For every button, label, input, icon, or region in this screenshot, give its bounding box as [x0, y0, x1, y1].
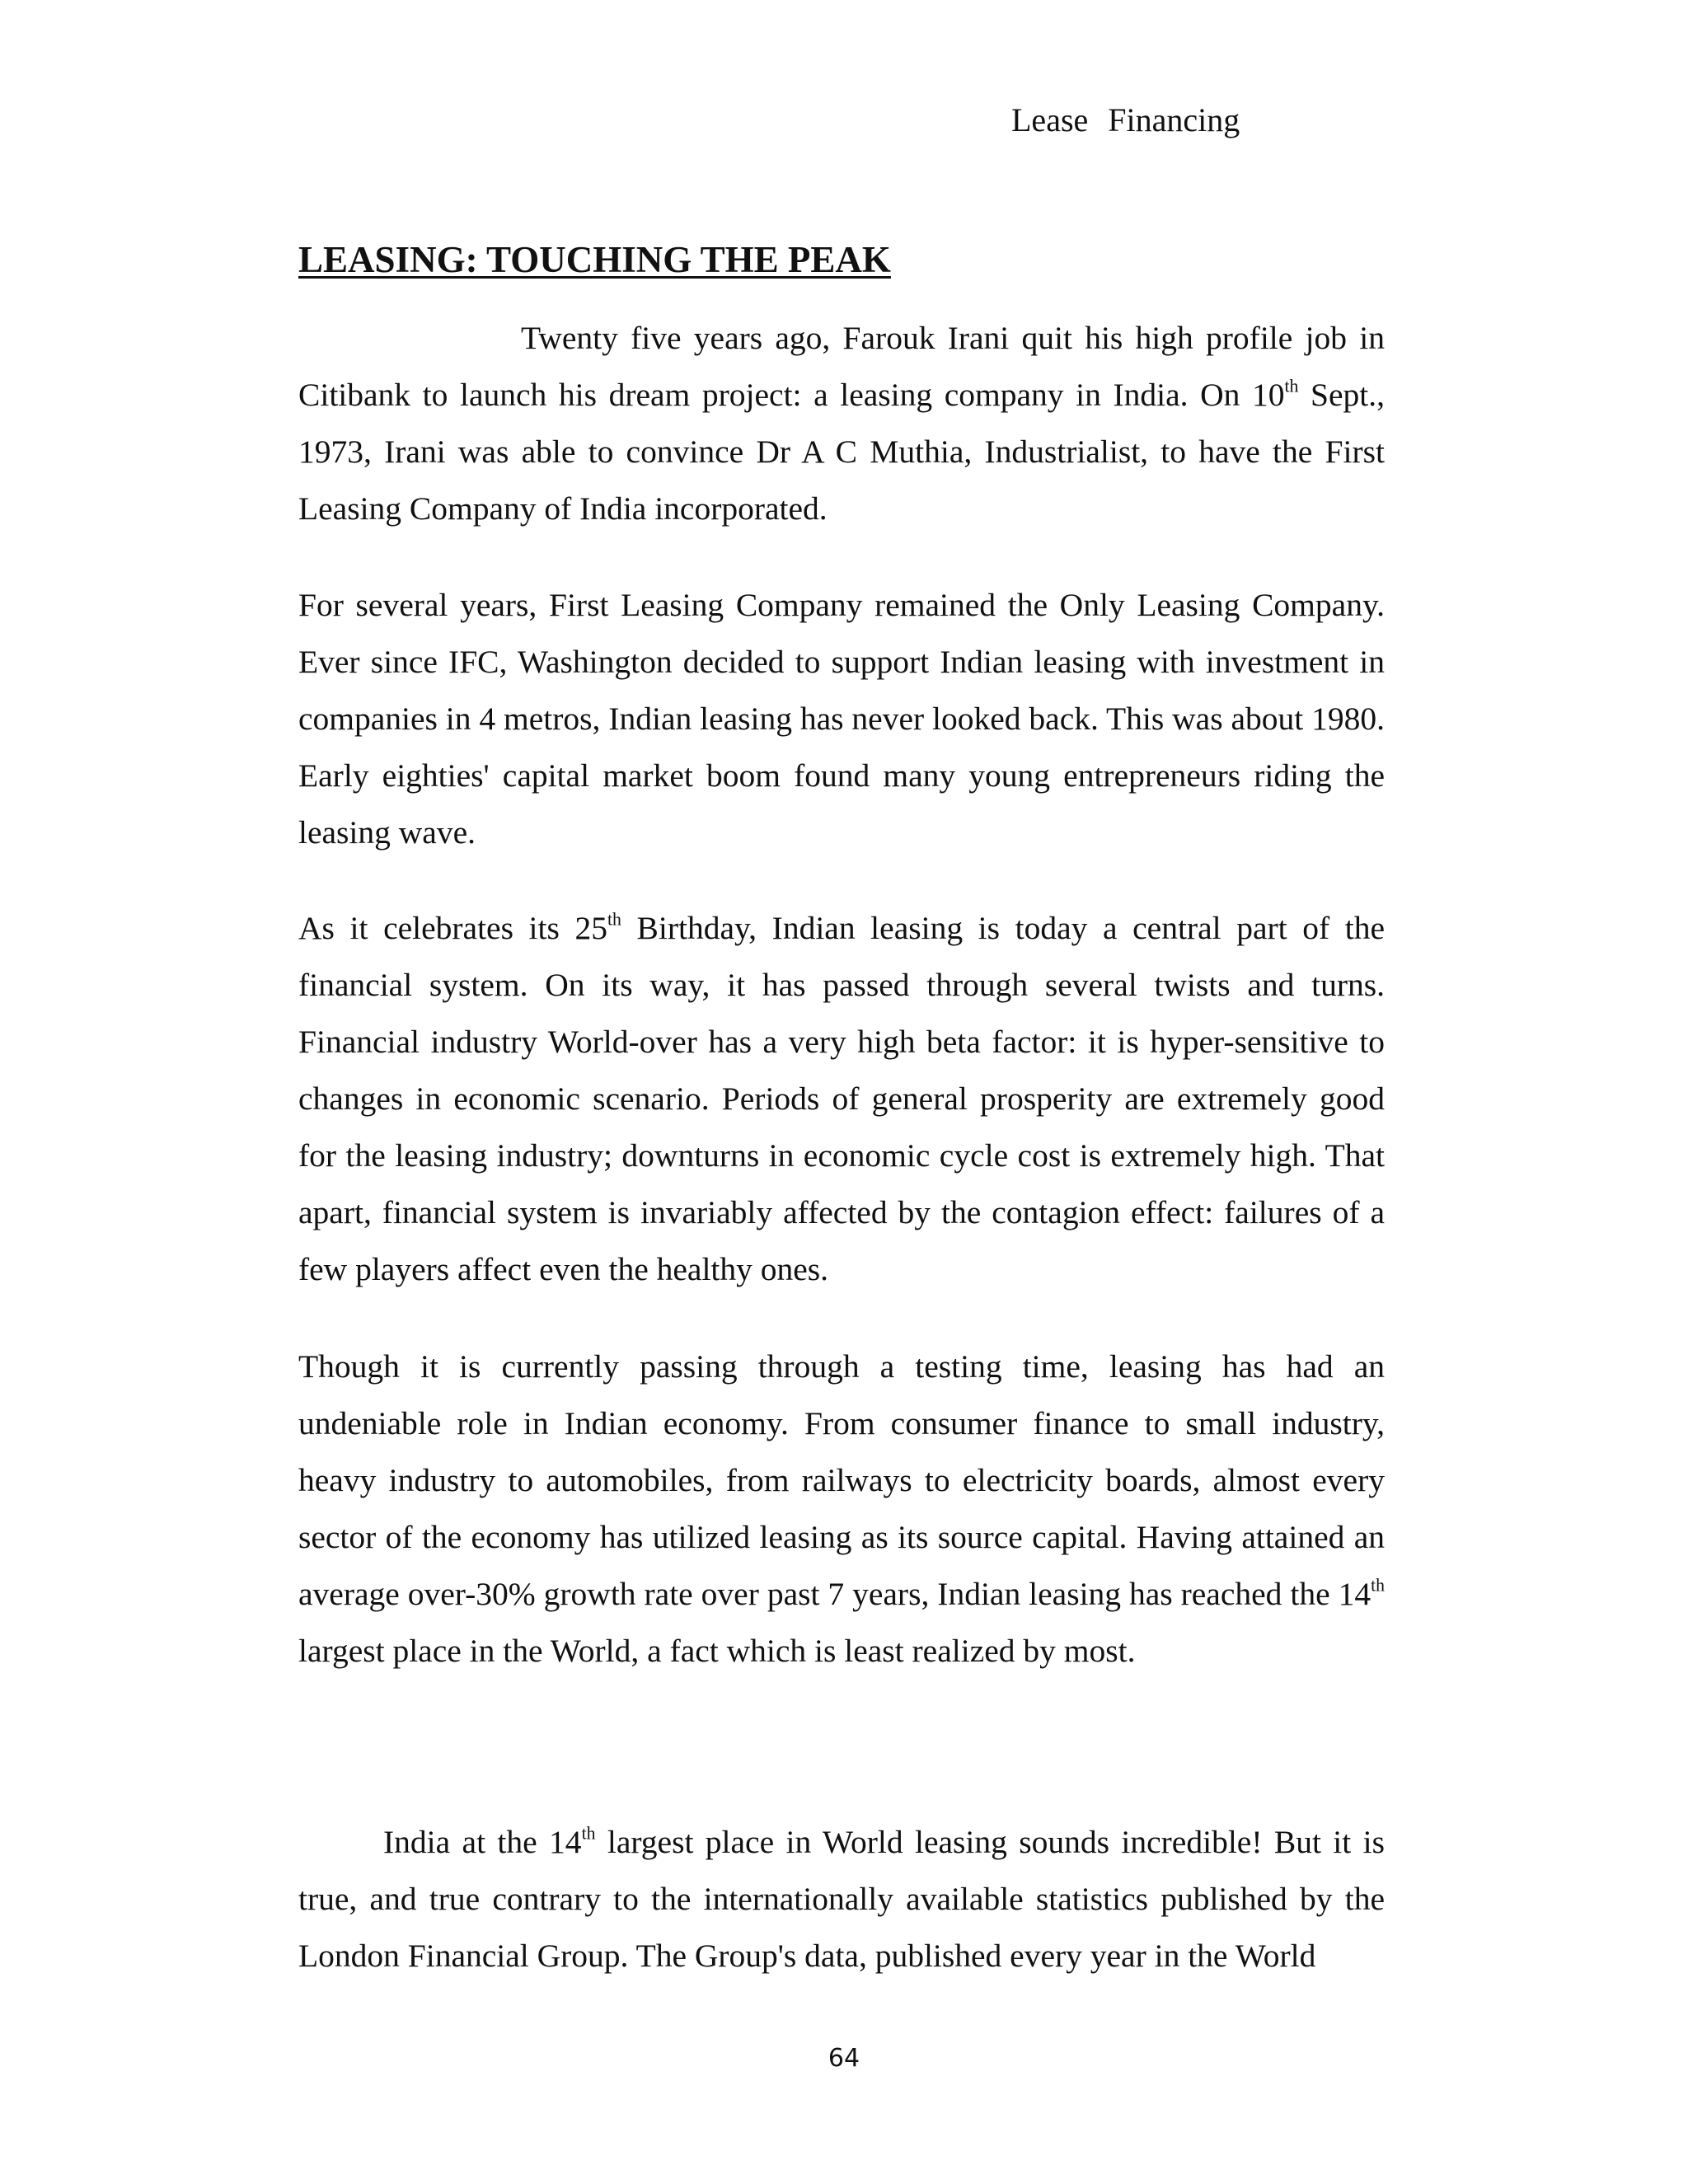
- running-header-word-financing: Financing: [1108, 101, 1240, 138]
- ordinal-superscript: th: [1284, 376, 1299, 396]
- paragraph-5-text-a: India at the 14: [383, 1824, 582, 1860]
- paragraph-4: [298, 1338, 1385, 1680]
- paragraph-1-text-b: Sept., 1973, Irani was able to convince Dr A C Muthia, Industrialist, to have the First Leasing Company of India incorporated.: [298, 377, 1386, 527]
- ordinal-superscript: th: [607, 909, 621, 930]
- paragraph-1: [298, 310, 1385, 537]
- paragraph-2: For several years, First Leasing Company remained the Only Leasing Company. Ever since IFC, Washington decided to support Indian leasing with investment in companies in 4 metros, Indian leasing has never looked back. This was about 1980. Early eighties' capital market boom found many young entrepreneurs riding the leasing wave.: [298, 587, 1385, 851]
- paragraph-4-text-b: largest place in the World, a fact which is least realized by most.: [298, 1633, 1136, 1669]
- running-header-word-lease: Lease: [1011, 101, 1089, 138]
- paragraph-1-text-a: Twenty five years ago, Farouk Irani quit his high profile job in Citibank to launch his dream project: a leasing company in India. On 10: [298, 320, 1385, 413]
- paragraph-4-text-a: Though it is currently passing through a testing time, leasing has had an undeniable role in Indian economy. From consumer finance to small industry, heavy industry to automobiles, from railways to electricity boards, almost every sector of the economy has utilized leasing as its source capital. Having attained an average over-30% growth rate over past 7 years, Indian leasing has reached the 14: [298, 1348, 1385, 1612]
- ordinal-superscript: th: [581, 1823, 596, 1844]
- paragraph-3-text-a: As it celebrates its 25: [298, 910, 607, 946]
- section-title: LEASING: TOUCHING THE PEAK: [298, 239, 891, 280]
- page-number: 64: [828, 2044, 860, 2073]
- paragraph-5: [298, 1814, 1385, 1985]
- paragraph-3-text-b: Birthday, Indian leasing is today a central part of the financial system. On its way, it has passed through several twists and turns. Financial industry World-over has a very high beta factor: it is hyper-sensitive to changes in economic scenario. Periods of general prosperity are extremely good for the leasing industry; downturns in economic cycle cost is extremely high. That apart, financial system is invariably affected by the contagion effect: failures of a few players affect even the healthy ones.: [298, 910, 1385, 1287]
- ordinal-superscript: th: [1371, 1575, 1385, 1596]
- paragraph-3: [298, 900, 1385, 1298]
- running-header: [1011, 99, 1240, 142]
- paragraph-5-text-b: largest place in World leasing sounds incredible! But it is true, and true contrary to the internationally available statistics published by the London Financial Group. The Group's data, published every year in the World: [298, 1824, 1385, 1974]
